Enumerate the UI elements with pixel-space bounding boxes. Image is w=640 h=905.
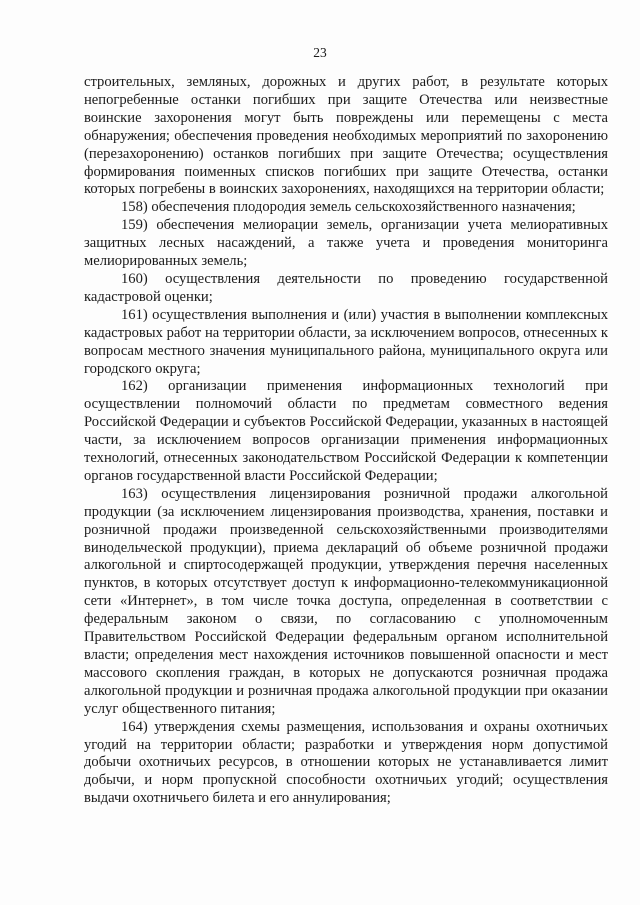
paragraph-item-163: 163) осуществления лицензирования розничной продажи алкогольной продукции (за исключением лицензирования производства, хранения, поставки и розничной продажи произведенной сельскохозяйственными производителями винодельческой продукции), приема деклараций об объеме розничной продажи алкогольной и спиртосодержащей продукции, утверждения перечня населенных пунктов, в которых отсутствует доступ к информационно-телекоммуникационной сети «Интернет», в том числе точка доступа, определенная в соответствии с федеральным законом о связи, по согласованию с уполномоченным Правительством Российской Федерации федеральным органом исполнительной власти; определения мест нахождения источников повышенной опасности и мест массового скопления граждан, в которых не допускаются розничная продажа алкогольной продукции и розничная продажа алкогольной продукции при оказании услуг общественного питания; [84, 485, 608, 717]
paragraph-item-162: 162) организации применения информационных технологий при осуществлении полномочий области по предметам совместного ведения Российской Федерации и субъектов Российской Федерации, указанных в настоящей части, за исключением вопросов организации применения информационных технологий, отнесенных законодательством Российской Федерации к компетенции органов государственной власти Российской Федерации; [84, 378, 608, 484]
paragraph-continuation: строительных, земляных, дорожных и других работ, в результате которых непогребенные останки погибших при защите Отечества или неизвестные воинские захоронения могут быть повреждены или перемещены с места обнаружения; обеспечения проведения необходимых мероприятий по захоронению (перезахоронению) останков погибших при защите Отечества; осуществления формирования поименных списков погибших при защите Отечества, останки которых погребены в воинских захоронениях, находящихся на территории области; [84, 74, 608, 198]
document-body [84, 74, 608, 808]
page-number: 23 [313, 45, 327, 60]
paragraph-item-161: 161) осуществления выполнения и (или) участия в выполнении комплексных кадастровых работ на территории области, за исключением вопросов, отнесенных к вопросам местного значения муниципального района, муниципального округа или городского округа; [84, 306, 608, 377]
paragraph-item-158: 158) обеспечения плодородия земель сельскохозяйственного назначения; [121, 199, 576, 216]
paragraph-item-159: 159) обеспечения мелиорации земель, организации учета мелиоративных защитных лесных насаждений, а также учета и проведения мониторинга мелиорированных земель; [84, 217, 608, 270]
paragraph-item-160: 160) осуществления деятельности по проведению государственной кадастровой оценки; [84, 270, 608, 305]
paragraph-item-164: 164) утверждения схемы размещения, использования и охраны охотничьих угодий на территории области; разработки и утверждения норм допустимой добычи охотничьих ресурсов, в отношении которых не устанавливается лимит добычи, и норм пропускной способности охотничьих угодий; осуществления выдачи охотничьего билета и его аннулирования; [84, 718, 608, 807]
